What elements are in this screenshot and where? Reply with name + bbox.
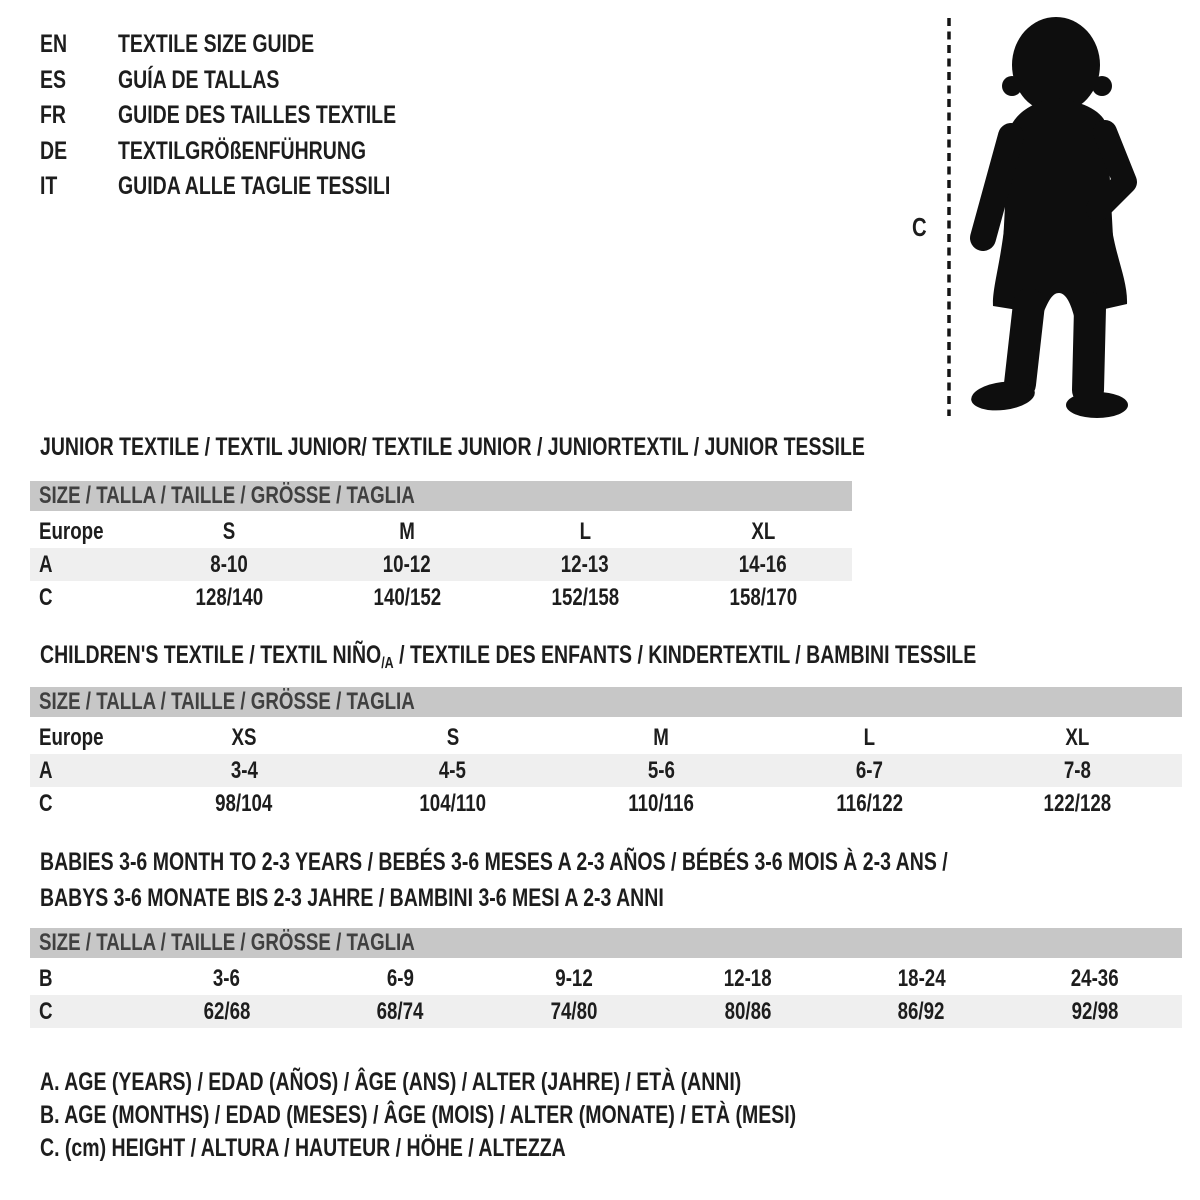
table-cell: 140/152 — [373, 583, 441, 611]
column-header: L — [863, 723, 876, 751]
babies-title-line2: BABYS 3-6 MONATE BIS 2-3 JAHRE / BAMBINI 3-6 MESI A 2-3 ANNI — [40, 884, 664, 912]
table-cell: 152/158 — [551, 583, 619, 611]
table-cell: 80/86 — [724, 997, 772, 1025]
language-code: ES — [40, 65, 67, 94]
size-table-babies — [30, 928, 1182, 1028]
table-cell: 62/68 — [203, 997, 251, 1025]
region-label: Europe — [39, 723, 104, 751]
table-cell: 9-12 — [555, 964, 593, 992]
language-code: DE — [40, 136, 68, 165]
table-row-height — [30, 581, 852, 614]
babies-section-title — [40, 844, 1200, 916]
table-cell: 110/116 — [628, 789, 694, 817]
legend — [40, 1066, 1009, 1165]
junior-section-title — [40, 433, 1098, 462]
table-cell: 86/92 — [898, 997, 945, 1025]
legend-line-b — [40, 1099, 1009, 1132]
row-label: A — [39, 550, 53, 578]
table-cell: 12-18 — [723, 964, 772, 992]
table-cell: 128/140 — [195, 583, 263, 611]
language-code: IT — [40, 172, 58, 201]
column-header: XL — [751, 517, 775, 545]
language-list — [40, 27, 475, 205]
table-cell: 6-9 — [386, 964, 415, 992]
table-cell: 3-6 — [213, 964, 241, 992]
column-header: M — [399, 517, 415, 545]
table-cell: 68/74 — [377, 997, 424, 1025]
language-title: TEXTILE SIZE GUIDE — [118, 30, 315, 59]
row-label: C — [39, 583, 53, 611]
language-row-fr — [40, 98, 475, 134]
table-cell: 74/80 — [550, 997, 598, 1025]
table-cell: 4-5 — [439, 756, 467, 784]
table-cell: 158/170 — [729, 583, 797, 611]
table-cell: 10-12 — [383, 550, 431, 578]
size-header-text: SIZE / TALLA / TAILLE / GRÖSSE / TAGLIA — [39, 482, 415, 509]
size-header-bar — [30, 687, 1182, 717]
table-row-region — [30, 721, 1182, 754]
legend-line-c — [40, 1132, 1009, 1165]
language-title: GUIDE DES TAILLES TEXTILE — [118, 101, 397, 130]
language-title: GUÍA DE TALLAS — [118, 65, 280, 94]
children-title-rest: / TEXTILE DES ENFANTS / KINDERTEXTIL / BAMBINI TESSILE — [393, 641, 977, 669]
babies-title-line1: BABIES 3-6 MONTH TO 2-3 YEARS / BEBÉS 3-6 MESES A 2-3 AÑOS / BÉBÉS 3-6 MOIS À 2-3 ANS / — [40, 848, 948, 876]
children-title-main: CHILDREN'S TEXTILE / TEXTIL NIÑO — [40, 641, 382, 669]
children-section-title-text — [40, 641, 976, 673]
toddler-silhouette — [963, 12, 1138, 419]
table-cell: 24-36 — [1071, 964, 1120, 992]
size-header-bar — [30, 481, 852, 511]
table-cell: 116/122 — [836, 789, 903, 817]
language-code: EN — [40, 30, 68, 59]
size-table-junior — [30, 481, 852, 614]
legend-line-a — [40, 1066, 1009, 1099]
measure-label-c: C — [912, 212, 927, 242]
junior-section-title-text: JUNIOR TEXTILE / TEXTIL JUNIOR/ TEXTILE JUNIOR / JUNIORTEXTIL / JUNIOR TESSILE — [40, 433, 865, 461]
column-header: S — [222, 517, 236, 545]
table-cell: 7-8 — [1064, 756, 1092, 784]
column-header: XS — [231, 723, 257, 751]
legend-line-b-text: B. AGE (MONTHS) / EDAD (MESES) / ÂGE (MOIS) / ALTER (MONATE) / ETÀ (MESI) — [40, 1101, 797, 1129]
table-row-age — [30, 548, 852, 581]
language-row-de — [40, 134, 475, 170]
table-cell: 122/128 — [1043, 789, 1112, 817]
table-row-height — [30, 995, 1182, 1028]
language-row-en — [40, 27, 475, 63]
table-cell: 14-16 — [739, 550, 787, 578]
table-row-height — [30, 787, 1182, 820]
legend-line-c-text: C. (cm) HEIGHT / ALTURA / HAUTEUR / HÖHE / ALTEZZA — [40, 1134, 566, 1162]
row-label: C — [39, 997, 53, 1025]
column-header: M — [653, 723, 669, 751]
table-cell: 6-7 — [855, 756, 883, 784]
table-cell: 92/98 — [1071, 997, 1119, 1025]
language-title: GUIDA ALLE TAGLIE TESSILI — [118, 172, 391, 201]
table-row-age — [30, 754, 1182, 787]
row-label: A — [39, 756, 53, 784]
table-cell: 104/110 — [419, 789, 486, 817]
table-cell: 98/104 — [215, 789, 273, 817]
table-row-months — [30, 962, 1182, 995]
table-cell: 8-10 — [210, 550, 248, 578]
language-code: FR — [40, 101, 66, 130]
column-header: XL — [1065, 723, 1090, 751]
legend-line-a-text: A. AGE (YEARS) / EDAD (AÑOS) / ÂGE (ANS) / ALTER (JAHRE) / ETÀ (ANNI) — [40, 1068, 742, 1096]
language-row-es — [40, 63, 475, 99]
table-cell: 5-6 — [647, 756, 675, 784]
size-header-text: SIZE / TALLA / TAILLE / GRÖSSE / TAGLIA — [39, 688, 415, 715]
column-header: L — [579, 517, 591, 545]
table-cell: 18-24 — [897, 964, 946, 992]
table-cell: 12-13 — [561, 550, 609, 578]
children-title-subscript: /A — [381, 655, 394, 672]
region-label: Europe — [39, 517, 104, 545]
row-label: C — [39, 789, 53, 817]
language-row-it — [40, 169, 475, 205]
size-header-bar — [30, 928, 1182, 958]
row-label: B — [39, 964, 53, 992]
table-row-region — [30, 515, 852, 548]
column-header: S — [446, 723, 459, 751]
children-section-title — [40, 641, 1200, 673]
height-measure-dashed-line — [946, 16, 952, 418]
size-table-children — [30, 687, 1182, 820]
size-header-text: SIZE / TALLA / TAILLE / GRÖSSE / TAGLIA — [39, 929, 415, 956]
language-title: TEXTILGRÖßENFÜHRUNG — [118, 136, 367, 165]
table-cell: 3-4 — [230, 756, 258, 784]
